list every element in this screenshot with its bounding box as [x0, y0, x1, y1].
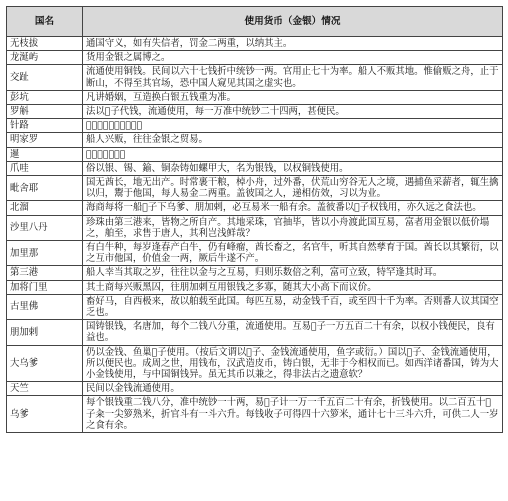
country-name: 针路 — [7, 119, 83, 133]
header-country: 国名 — [7, 7, 83, 37]
country-name: 罗斛 — [7, 105, 83, 119]
table-row — [7, 294, 503, 319]
table-row — [7, 65, 503, 90]
currency-table — [6, 6, 503, 433]
table-row — [7, 51, 503, 65]
country-name: 北溜 — [7, 201, 83, 215]
table-row — [7, 105, 503, 119]
header-usage: 使用货币（金银）情况 — [83, 7, 503, 37]
country-name: 暹 — [7, 147, 83, 161]
currency-usage: 流通使用铜钱。民间以六十七钱折中统钞一两。官用止七十为率。船人不贩其地。惟偷贩之舟，止于断山，不得至其官场，恐中国人窥见其国之虚实也。 — [83, 65, 503, 90]
table-row — [7, 161, 503, 175]
currency-usage: 俗以银、锡、鍮、铜杂铸如螺甲大，名为银钱，以权铜钱使用。 — [83, 161, 503, 175]
table-row — [7, 382, 503, 396]
currency-usage: 𧴩子权钱使用。 — [83, 147, 503, 161]
currency-usage: 船人幸当其取之岁，往往以金与之互易，归则乐数倍之利，富可立致，特罕逢其时耳。 — [83, 266, 503, 280]
table-row — [7, 147, 503, 161]
country-name: 乌爹 — [7, 396, 83, 433]
country-name: 大乌爹 — [7, 345, 83, 382]
country-name: 明家罗 — [7, 133, 83, 147]
table-row — [7, 396, 503, 433]
country-name: 古里佛 — [7, 294, 83, 319]
table-body — [7, 37, 503, 433]
currency-usage: 其土商每兴贩黑囚，往朋加刺互用银钱之多寡，随其大小高下而议价。 — [83, 280, 503, 294]
currency-usage: 𧴩子通遍，准钱使用。 — [83, 119, 503, 133]
currency-usage: 法以𧴩子代钱，流通使用，每一万准中统钞二十四两，甚便民。 — [83, 105, 503, 119]
currency-usage: 珍珠由第三港来，皆物之所自产。其地采珠，官抽毕，皆以小舟渡此国互易，富者用金银以低价塌之，舶至，求售于唐人，其利岂浅鲜哉？ — [83, 215, 503, 240]
country-name: 龙涎屿 — [7, 51, 83, 65]
currency-usage: 货用金银之属博之。 — [83, 51, 503, 65]
country-name: 爪哇 — [7, 161, 83, 175]
country-name: 交趾 — [7, 65, 83, 90]
currency-usage: 畜好马，自西极来，故以舶载至此国。每匹互易，动金钱千百，或至四十千为率。否则番人议其国空乏也。 — [83, 294, 503, 319]
table-row — [7, 133, 503, 147]
currency-usage: 有白牛种，每岁逢春产白牛，仍有峰瘤，酋长畜之，名官牛，听其自然孳育于国。酋长以其繁衍，以之互市他国，价值金一两，厥后牛遂不产。 — [83, 241, 503, 266]
table-row — [7, 320, 503, 345]
header-row — [7, 7, 503, 37]
table-row — [7, 215, 503, 240]
table-row — [7, 266, 503, 280]
country-name: 毗舍耶 — [7, 176, 83, 201]
currency-usage: 仍以金钱、鱼巢𧴩子使用。（按后文谓以𧴩子、金钱流通使用，鱼字或衍。）国以𧴩子、金钱流通使用，所以便民也。成周之世，用钱布，汉武造皮币，铸白银，无非于今相权而已。如西洋诸番国，铸为大小金钱使用，与中国铜钱异。虽无其币以兼之，得非法古之遗意软？ — [83, 345, 503, 382]
currency-usage: 每个银钱重二钱八分，准中统钞一十两，易𧴩子计一万一千五百二十有余，折钱使用。以二百五十𧴩子籴一尖箩熟米，折官斗有一斗六升。每钱收子可得四十六箩米，通计七十三斗六升，可供二人一岁之食有余。 — [83, 396, 503, 433]
country-name: 第三港 — [7, 266, 83, 280]
currency-usage: 通国守义，如有失信者，罚金二两重，以纳其主。 — [83, 37, 503, 51]
table-row — [7, 90, 503, 104]
table-row — [7, 176, 503, 201]
table-row — [7, 345, 503, 382]
table-row — [7, 241, 503, 266]
country-name: 彭坑 — [7, 90, 83, 104]
table-row — [7, 201, 503, 215]
country-name: 无枝拔 — [7, 37, 83, 51]
table-row — [7, 119, 503, 133]
currency-usage: 民间以金钱流通使用。 — [83, 382, 503, 396]
currency-usage: 凡讲婚姻，互造换白银五钱重为准。 — [83, 90, 503, 104]
currency-usage: 船人兴贩，往往金银之贸易。 — [83, 133, 503, 147]
country-name: 沙里八丹 — [7, 215, 83, 240]
country-name: 天竺 — [7, 382, 83, 396]
currency-usage: 海商每将一船𧴩子下乌爹、朋加剌，必互易米一船有余。盖彼番以𧴩子权钱用，亦久远之食法也。 — [83, 201, 503, 215]
currency-usage: 国无酋长，地无出产。时常裹干粮，棹小舟，过外番，伏荒山穷谷无人之境，遇捕鱼采薪者，辄生擒以归，鬻于他国，每人易金二两重。盖彼国之人，递相仿效，习以为业。 — [83, 176, 503, 201]
currency-usage: 国铸银钱，名唐加，每个二钱八分重，流通使用。互易𧴩子一万五百二十有余，以权小钱便民，良有益也。 — [83, 320, 503, 345]
table-row — [7, 37, 503, 51]
table-row — [7, 280, 503, 294]
country-name: 加将门里 — [7, 280, 83, 294]
country-name: 加里那 — [7, 241, 83, 266]
country-name: 朋加剌 — [7, 320, 83, 345]
